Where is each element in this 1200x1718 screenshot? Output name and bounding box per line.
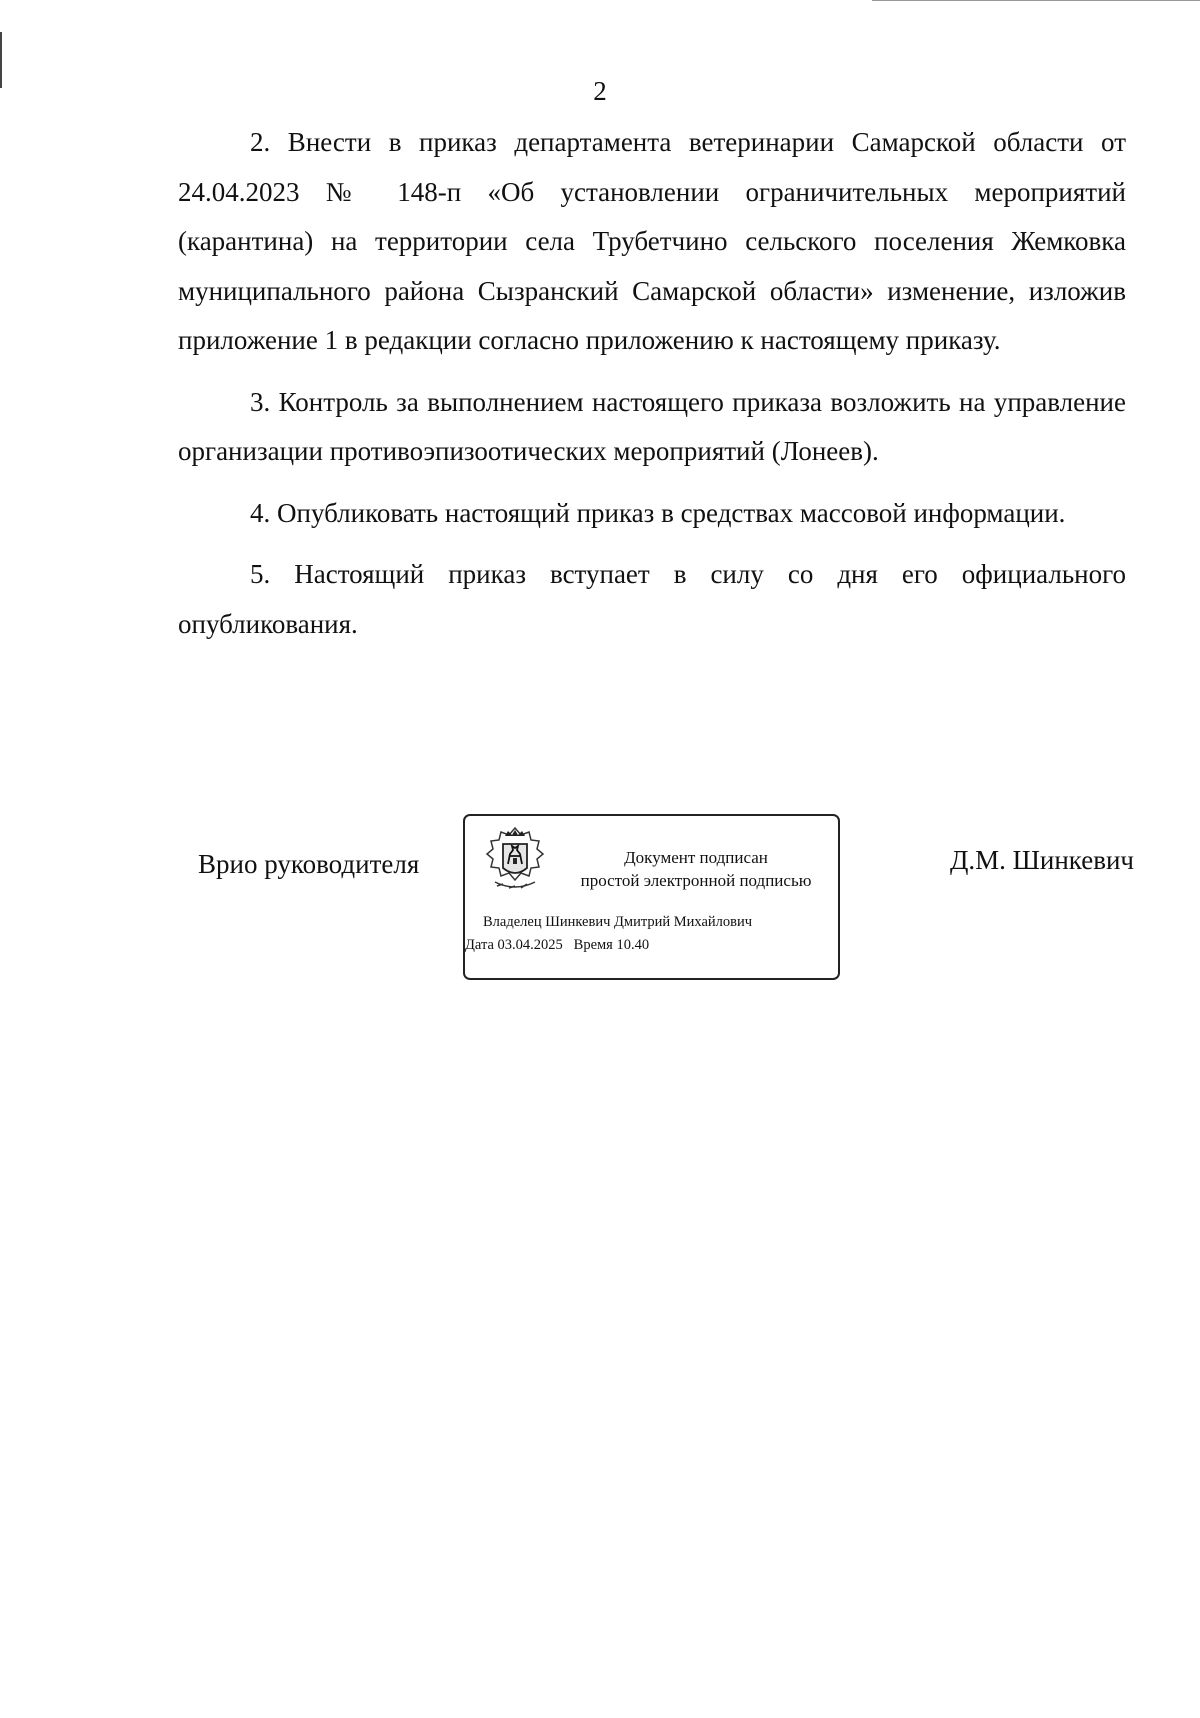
signer-name: Д.М. Шинкевич [949, 845, 1134, 875]
stamp-title-line-2: простой электронной подписью [580, 871, 812, 890]
stamp-title-line-1: Документ подписан [624, 848, 768, 867]
paragraph-3: 3. Контроль за выполнением настоящего приказа возложить на управление организации противоэпизоотических мероприятий (Лонеев). [178, 386, 1126, 466]
signer-position: Врио руководителя [198, 849, 420, 879]
paragraph-5: 5. Настоящий приказ вступает в силу со дня его официального опубликования. [178, 559, 1126, 639]
stamp-datetime: Дата 03.04.2025 Время 10.40 [465, 937, 650, 953]
electronic-signature-stamp [463, 814, 840, 980]
page-number: 2 [593, 76, 607, 106]
paragraph-4: 4. Опубликовать настоящий приказ в средствах массовой информации. [250, 497, 1066, 528]
document-body [178, 118, 1126, 661]
paragraph-2: 2. Внести в приказ департамента ветеринарии Самарской области от 24.04.2023 № 148-п «Об установлении ограничительных мероприятий (карантина) на территории села Трубетчино сельского поселения Жемковка муниципального района Сызранский Самарской области» изменение, изложив приложение 1 в редакции согласно приложению к настоящему приказу. [178, 127, 1126, 355]
samara-coat-of-arms-icon [485, 826, 545, 894]
scan-edge-mark [0, 32, 2, 88]
stamp-owner: Владелец Шинкевич Дмитрий Михайлович [483, 914, 753, 930]
scan-edge-line [872, 0, 1200, 1]
stamp-title [551, 846, 841, 892]
